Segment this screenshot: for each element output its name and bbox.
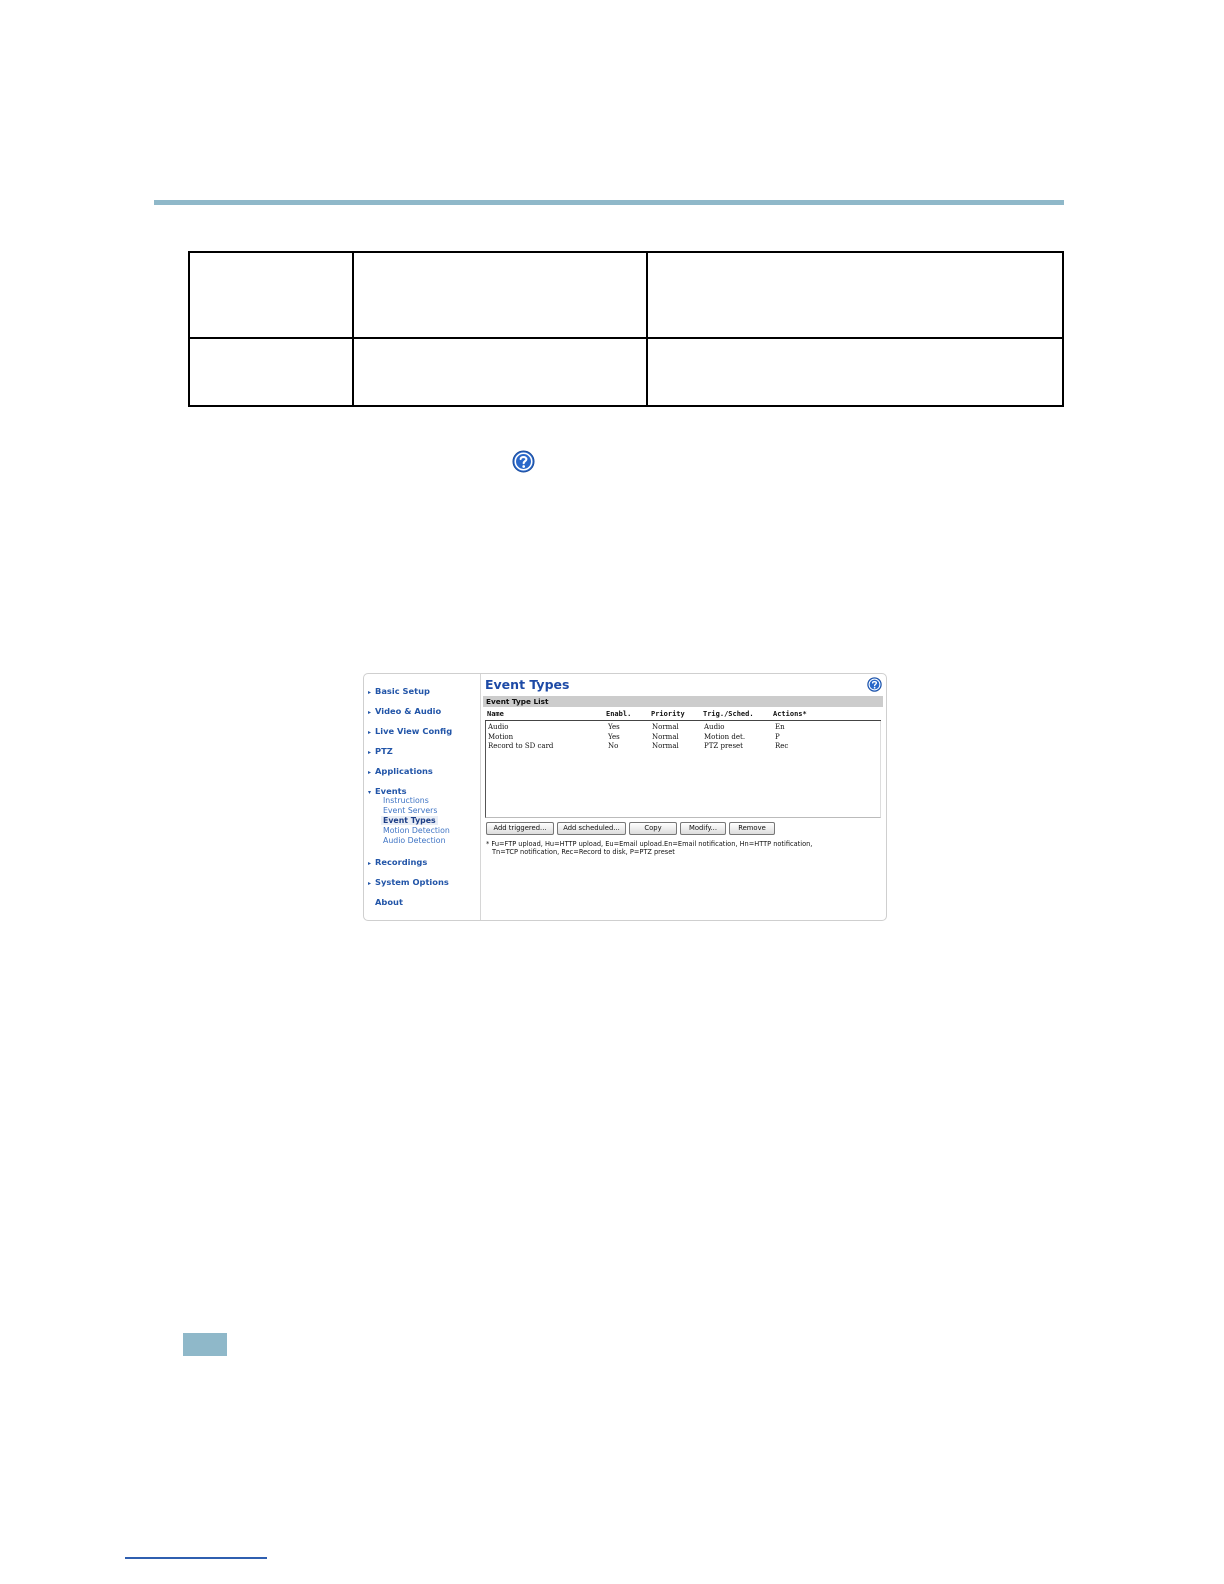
event-types-panel [481,674,886,920]
cell-priority: Normal [652,732,679,741]
cell-actions: En [775,723,785,731]
caret-right-icon: ▸ [368,860,372,867]
column-header-enabled: Enabl. [606,710,632,718]
question-mark-help-icon[interactable] [512,450,535,473]
caret-right-icon: ▸ [368,769,372,776]
copy-button[interactable]: Copy [629,822,677,835]
nav-sub-event-servers[interactable]: Event Servers [383,806,438,815]
remove-button[interactable]: Remove [729,822,775,835]
footer-rule [125,1557,267,1559]
event-types-screenshot [363,673,887,921]
actions-footnote-line1: * Fu=FTP upload, Hu=HTTP upload, Eu=Email upload.En=Email notification, Hn=HTTP notification, [486,840,813,848]
cell-enabled: Yes [608,732,620,741]
add-scheduled-button[interactable]: Add scheduled... [557,822,626,835]
actions-footnote-line2: Tn=TCP notification, Rec=Record to disk, P=PTZ preset [492,848,675,856]
add-triggered-button[interactable]: Add triggered... [486,822,554,835]
caret-right-icon: ▸ [368,689,372,696]
table-column-divider [646,253,648,405]
settings-sidebar [364,674,481,920]
nav-item-live-view-config[interactable]: ▸ Live View Config [368,726,453,736]
cell-enabled: No [608,742,619,750]
caret-right-icon: ▸ [368,749,372,756]
cell-trigger: Motion det. [704,732,746,741]
nav-sub-audio-detection[interactable]: Audio Detection [383,836,446,845]
nav-item-video-audio[interactable]: ▸ Video & Audio [368,706,442,716]
nav-item-recordings[interactable]: ▸ Recordings [368,857,428,867]
cell-actions: Rec [775,742,789,750]
nav-item-system-options[interactable]: ▸ System Options [368,877,449,887]
document-table [188,251,1064,407]
modify-button[interactable]: Modify... [680,822,726,835]
note-marker-block [183,1333,227,1356]
nav-sub-motion-detection[interactable]: Motion Detection [383,826,450,835]
table-row-divider [190,337,1062,339]
section-top-rule [154,200,1064,205]
cell-name: Motion [488,732,514,741]
nav-item-about[interactable]: About [375,897,403,907]
cell-priority: Normal [652,723,679,731]
nav-sub-event-types[interactable]: Event Types [383,816,436,825]
event-type-list[interactable] [485,721,881,818]
caret-right-icon: ▸ [368,729,372,736]
nav-item-applications[interactable]: ▸ Applications [368,766,433,776]
caret-right-icon: ▸ [368,709,372,716]
cell-actions: P [775,732,780,741]
cell-trigger: PTZ preset [704,742,743,750]
cell-name: Audio [488,723,509,731]
list-section-header: Event Type List [483,696,883,707]
table-column-divider [352,253,354,405]
nav-item-ptz[interactable]: ▸ PTZ [368,746,393,756]
cell-priority: Normal [652,742,679,750]
help-icon[interactable] [867,677,882,692]
nav-sub-instructions[interactable]: Instructions [383,796,429,805]
column-header-priority: Priority [651,710,685,718]
cell-trigger: Audio [704,723,725,731]
nav-item-events[interactable]: ▾ Events [368,786,407,796]
cell-enabled: Yes [608,723,620,731]
panel-title: Event Types [485,677,570,692]
caret-down-icon: ▾ [368,789,372,796]
nav-item-basic-setup[interactable]: ▸ Basic Setup [368,686,430,696]
column-header-actions: Actions* [773,710,807,718]
caret-right-icon: ▸ [368,880,372,887]
column-header-name: Name [487,710,504,718]
cell-name: Record to SD card [488,742,554,750]
column-header-trigger: Trig./Sched. [703,710,754,718]
